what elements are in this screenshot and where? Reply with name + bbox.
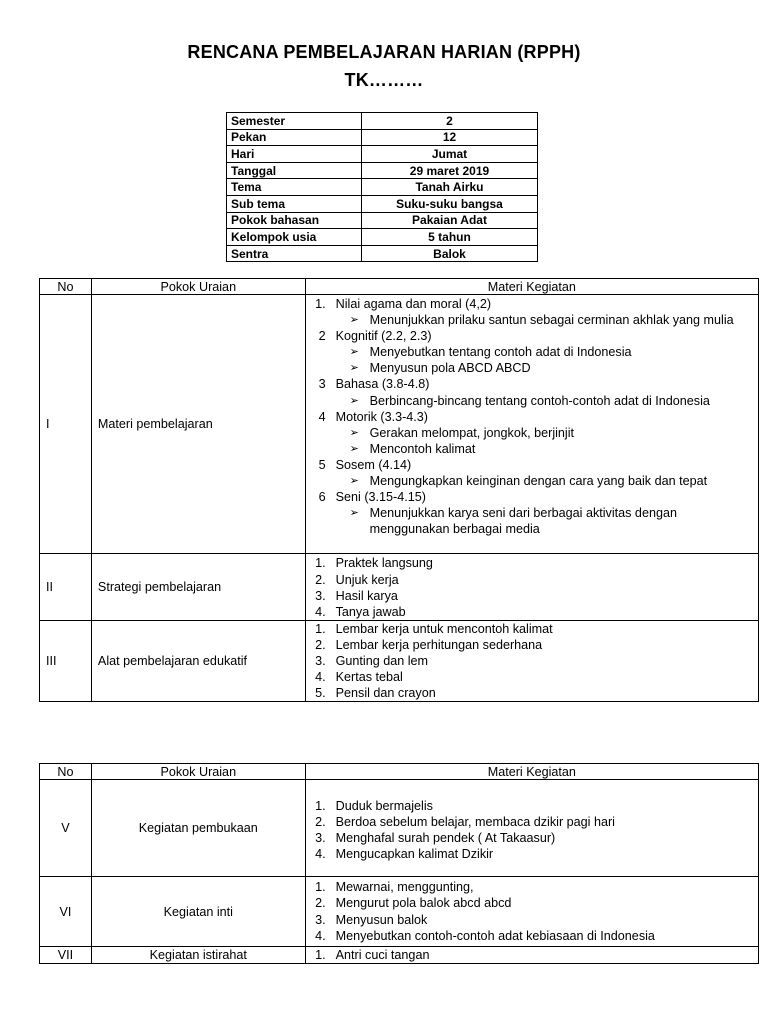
row-number: II: [40, 554, 92, 620]
sub-item-text: Menunjukkan prilaku santun sebagai cerminan akhlak yang mulia: [369, 313, 734, 328]
document-title: RENCANA PEMBELAJARAN HARIAN (RPPH): [187, 42, 581, 62]
item-text: Hasil karya: [335, 588, 398, 603]
activity-list: [306, 295, 758, 553]
list-item: [306, 409, 758, 425]
item-number: 4.: [315, 847, 326, 862]
item-text: Mewarnai, menggunting,: [335, 880, 474, 895]
row-number: III: [40, 620, 92, 701]
activity-list: [306, 554, 758, 619]
table-row: [40, 780, 759, 877]
sub-item: [306, 344, 758, 360]
sub-item-text: Berbincang-bincang tentang contoh-contoh adat di Indonesia: [369, 393, 710, 408]
sub-item: [306, 393, 758, 409]
info-value: 5 tahun: [362, 229, 538, 246]
sub-item: [306, 505, 758, 537]
item-number: 2.: [315, 637, 326, 652]
sub-item: [306, 441, 758, 457]
info-row: [227, 229, 538, 246]
list-item: [306, 489, 758, 505]
list-item: [306, 846, 758, 862]
materi-kegiatan-cell: [305, 620, 758, 701]
list-item: [306, 798, 758, 814]
list-item: [306, 685, 758, 701]
pokok-uraian: Materi pembelajaran: [91, 295, 305, 554]
sub-item-text: Mencontoh kalimat: [369, 441, 476, 456]
item-text: Duduk bermajelis: [335, 799, 433, 813]
activity-list: [306, 877, 758, 945]
item-text: Sosem (4.14): [335, 457, 412, 472]
info-value: 29 maret 2019: [362, 162, 538, 179]
arrow-bullet-icon: ➢: [349, 426, 359, 439]
item-number: 4: [318, 409, 326, 424]
item-text: Mengurut pola balok abcd abcd: [335, 896, 512, 911]
info-value: 12: [362, 129, 538, 146]
arrow-bullet-icon: ➢: [349, 442, 359, 455]
item-number: 3: [318, 377, 326, 392]
item-number: 1.: [315, 947, 326, 962]
list-item: [306, 928, 758, 944]
info-label: Pekan: [227, 129, 362, 146]
list-item: [306, 604, 758, 620]
item-text: Menghafal surah pendek ( At Takaasur): [335, 831, 556, 846]
item-text: Lembar kerja perhitungan sederhana: [335, 637, 543, 652]
list-item: [306, 376, 758, 392]
list-item: [306, 947, 758, 963]
header-no: No: [40, 764, 92, 780]
pokok-uraian: Kegiatan istirahat: [91, 946, 305, 963]
item-text: Seni (3.15-4.15): [335, 490, 426, 505]
item-number: 3.: [315, 912, 326, 927]
sub-item: [306, 473, 758, 489]
row-number: V: [40, 780, 92, 877]
item-number: 3.: [315, 831, 326, 846]
info-label: Kelompok usia: [227, 229, 362, 246]
row-number: VII: [40, 946, 92, 963]
info-row: [227, 113, 538, 130]
item-text: Antri cuci tangan: [335, 947, 430, 962]
item-text: Lembar kerja untuk mencontoh kalimat: [335, 621, 553, 636]
info-value: Tanah Airku: [362, 179, 538, 196]
item-number: 1.: [315, 799, 326, 813]
sub-item-text: Menyusun pola ABCD ABCD: [369, 361, 531, 376]
item-text: Tanya jawab: [335, 604, 406, 619]
item-number: 3.: [315, 653, 326, 668]
info-row: [227, 162, 538, 179]
item-text: Bahasa (3.8-4.8): [335, 377, 430, 392]
materi-table: [39, 278, 759, 702]
info-label: Sub tema: [227, 195, 362, 212]
item-number: 2.: [315, 896, 326, 911]
materi-kegiatan-cell: [305, 780, 758, 877]
list-item: [306, 328, 758, 344]
item-text: Berdoa sebelum belajar, membaca dzikir pagi hari: [335, 815, 615, 830]
list-item: [306, 912, 758, 928]
item-number: 1.: [315, 297, 326, 311]
header-pokok-uraian: Pokok Uraian: [91, 764, 305, 780]
item-number: 2.: [315, 815, 326, 830]
info-value: Balok: [362, 245, 538, 262]
list-item: [306, 296, 758, 312]
list-item: [306, 637, 758, 653]
info-label: Sentra: [227, 245, 362, 262]
table-row: [40, 295, 759, 554]
table-row: [40, 620, 759, 701]
list-item: [306, 879, 758, 895]
info-row: [227, 195, 538, 212]
row-number: VI: [40, 877, 92, 946]
item-number: 3.: [315, 588, 326, 603]
info-row: [227, 179, 538, 196]
header-materi-kegiatan: Materi Kegiatan: [305, 279, 758, 295]
activity-list: [306, 780, 758, 876]
item-text: Praktek langsung: [335, 556, 433, 571]
info-table: [226, 112, 538, 262]
item-text: Pensil dan crayon: [335, 686, 436, 701]
item-number: 4.: [315, 928, 326, 943]
materi-kegiatan-cell: [305, 295, 758, 554]
list-item: [306, 895, 758, 911]
sub-item: [306, 360, 758, 376]
table-row: [40, 554, 759, 620]
arrow-bullet-icon: ➢: [349, 394, 359, 407]
item-text: Kertas tebal: [335, 670, 403, 685]
item-number: 1.: [315, 621, 326, 636]
info-row: [227, 129, 538, 146]
sub-item: [306, 312, 758, 328]
pokok-uraian: Alat pembelajaran edukatif: [91, 620, 305, 701]
sub-item: [306, 425, 758, 441]
arrow-bullet-icon: ➢: [349, 507, 359, 520]
list-item: [306, 555, 758, 571]
kegiatan-table: [39, 763, 759, 964]
header-pokok-uraian: Pokok Uraian: [91, 279, 305, 295]
item-text: Mengucapkan kalimat Dzikir: [335, 847, 494, 862]
table-row: [40, 877, 759, 946]
info-label: Tanggal: [227, 162, 362, 179]
info-row: [227, 212, 538, 229]
info-row: [227, 245, 538, 262]
item-number: 2.: [315, 572, 326, 587]
list-item: [306, 621, 758, 637]
info-value: Pakaian Adat: [362, 212, 538, 229]
item-number: 5: [318, 457, 326, 472]
item-text: Unjuk kerja: [335, 572, 399, 587]
item-number: 5.: [315, 686, 326, 701]
item-number: 6: [318, 490, 326, 505]
activity-list: [306, 621, 758, 701]
info-row: [227, 146, 538, 163]
arrow-bullet-icon: ➢: [349, 314, 359, 327]
pokok-uraian: Kegiatan pembukaan: [91, 780, 305, 877]
materi-kegiatan-cell: [305, 554, 758, 620]
sub-item-text: Menyebutkan tentang contoh adat di Indonesia: [369, 345, 632, 360]
sub-item-text: Menunjukkan karya seni dari berbagai aktivitas dengan menggunakan berbagai media: [369, 506, 677, 537]
list-item: [306, 814, 758, 830]
item-number: 1.: [315, 556, 326, 571]
header-no: No: [40, 279, 92, 295]
document-subtitle: TK………: [344, 70, 424, 90]
info-label: Tema: [227, 179, 362, 196]
item-text: Nilai agama dan moral (4,2): [335, 297, 492, 311]
list-item: [306, 572, 758, 588]
item-text: Gunting dan lem: [335, 653, 429, 668]
row-number: I: [40, 295, 92, 554]
item-number: 2: [318, 329, 326, 344]
item-text: Menyusun balok: [335, 912, 428, 927]
table-row: [40, 946, 759, 963]
sub-item-text: Mengungkapkan keinginan dengan cara yang baik dan tepat: [369, 474, 708, 489]
header-materi-kegiatan: Materi Kegiatan: [305, 764, 758, 780]
pokok-uraian: Strategi pembelajaran: [91, 554, 305, 620]
info-label: Hari: [227, 146, 362, 163]
item-text: Menyebutkan contoh-contoh adat kebiasaan di Indonesia: [335, 928, 655, 943]
materi-kegiatan-cell: [305, 877, 758, 946]
activity-list: [306, 947, 758, 963]
list-item: [306, 457, 758, 473]
item-text: Kognitif (2.2, 2.3): [335, 329, 432, 344]
pokok-uraian: Kegiatan inti: [91, 877, 305, 946]
sub-item-text: Gerakan melompat, jongkok, berjinjit: [369, 425, 575, 440]
info-value: Jumat: [362, 146, 538, 163]
info-value: 2: [362, 113, 538, 130]
info-label: Semester: [227, 113, 362, 130]
item-number: 1.: [315, 880, 326, 895]
list-item: [306, 653, 758, 669]
arrow-bullet-icon: ➢: [349, 346, 359, 359]
item-number: 4.: [315, 670, 326, 685]
arrow-bullet-icon: ➢: [349, 362, 359, 375]
list-item: [306, 830, 758, 846]
materi-kegiatan-cell: [305, 946, 758, 963]
arrow-bullet-icon: ➢: [349, 475, 359, 488]
item-text: Motorik (3.3-4.3): [335, 409, 429, 424]
info-value: Suku-suku bangsa: [362, 195, 538, 212]
item-number: 4.: [315, 604, 326, 619]
info-label: Pokok bahasan: [227, 212, 362, 229]
list-item: [306, 588, 758, 604]
list-item: [306, 669, 758, 685]
